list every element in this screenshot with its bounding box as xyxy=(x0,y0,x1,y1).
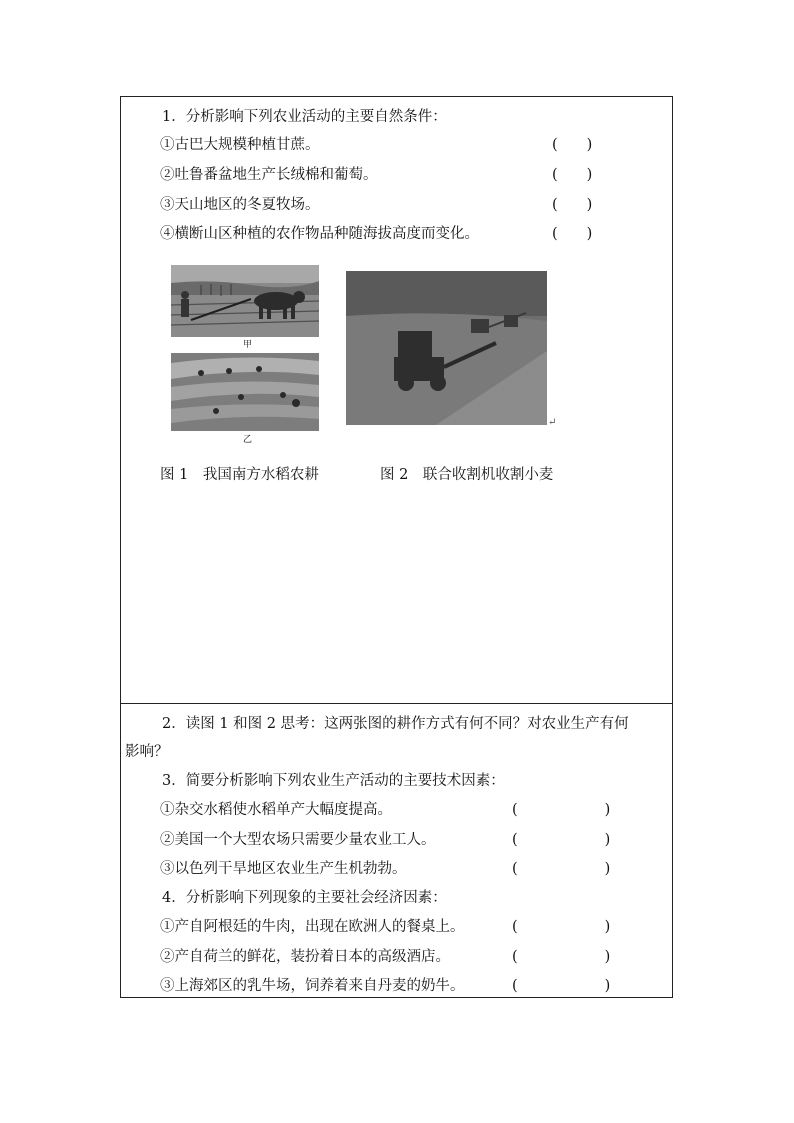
q1-item-4: ④横断山区种植的农作物品种随海拔高度而变化。 xyxy=(160,226,479,242)
q3-item-1: ①杂交水稻使水稻单产大幅度提高。 xyxy=(160,802,392,818)
q1-item-3: ③天山地区的冬夏牧场。 xyxy=(160,197,320,213)
q4-item-3: ③上海郊区的乳牛场，饲养着来自丹麦的奶牛。 xyxy=(160,978,465,994)
q1-item-2: ②吐鲁番盆地生产长绒棉和葡萄。 xyxy=(160,167,378,183)
q1-item-1: ①古巴大规模种植甘蔗。 xyxy=(160,137,320,153)
q1-item-3-answer-blank: ( ) xyxy=(552,197,593,213)
q3-item-2-answer-blank: ( ) xyxy=(512,832,611,848)
figure-2-caption: 图 2 联合收割机收割小麦 xyxy=(380,467,554,483)
figure-1-caption: 图 1 我国南方水稻农耕 xyxy=(160,467,319,483)
photo-ox-plowing xyxy=(171,265,319,337)
q4-item-3-answer-blank: ( ) xyxy=(512,978,611,994)
q4-item-2-answer-blank: ( ) xyxy=(512,949,611,965)
photo-rice-planting xyxy=(171,353,319,431)
photo-combine-harvester xyxy=(346,271,547,425)
q1-item-4-answer-blank: ( ) xyxy=(552,226,593,242)
return-mark: ↵ xyxy=(548,417,557,428)
q4-item-2: ②产自荷兰的鲜花，装扮着日本的高级酒店。 xyxy=(160,949,450,965)
q3-item-3: ③以色列干旱地区农业生产生机勃勃。 xyxy=(160,861,407,877)
q1-title: 1．分析影响下列农业活动的主要自然条件： xyxy=(162,109,447,125)
photo-jia-label: 甲 xyxy=(243,340,253,350)
q3-item-1-answer-blank: ( ) xyxy=(512,802,611,818)
q4-item-1-answer-blank: ( ) xyxy=(512,919,611,935)
q3-title: 3．简要分析影响下列农业生产活动的主要技术因素： xyxy=(162,773,505,789)
q1-item-2-answer-blank: ( ) xyxy=(552,167,593,183)
photo-yi-label: 乙 xyxy=(243,435,253,445)
q2-line-1: 2．读图 1 和图 2 思考：这两张图的耕作方式有何不同？对农业生产有何 xyxy=(162,716,629,732)
q3-item-3-answer-blank: ( ) xyxy=(512,861,611,877)
q3-item-2: ②美国一个大型农场只需要少量农业工人。 xyxy=(160,832,436,848)
q1-item-1-answer-blank: ( ) xyxy=(552,137,593,153)
q2-line-2: 影响？ xyxy=(125,744,169,760)
q4-item-1: ①产自阿根廷的牛肉，出现在欧洲人的餐桌上。 xyxy=(160,919,465,935)
q4-title: 4．分析影响下列现象的主要社会经济因素： xyxy=(162,890,447,906)
